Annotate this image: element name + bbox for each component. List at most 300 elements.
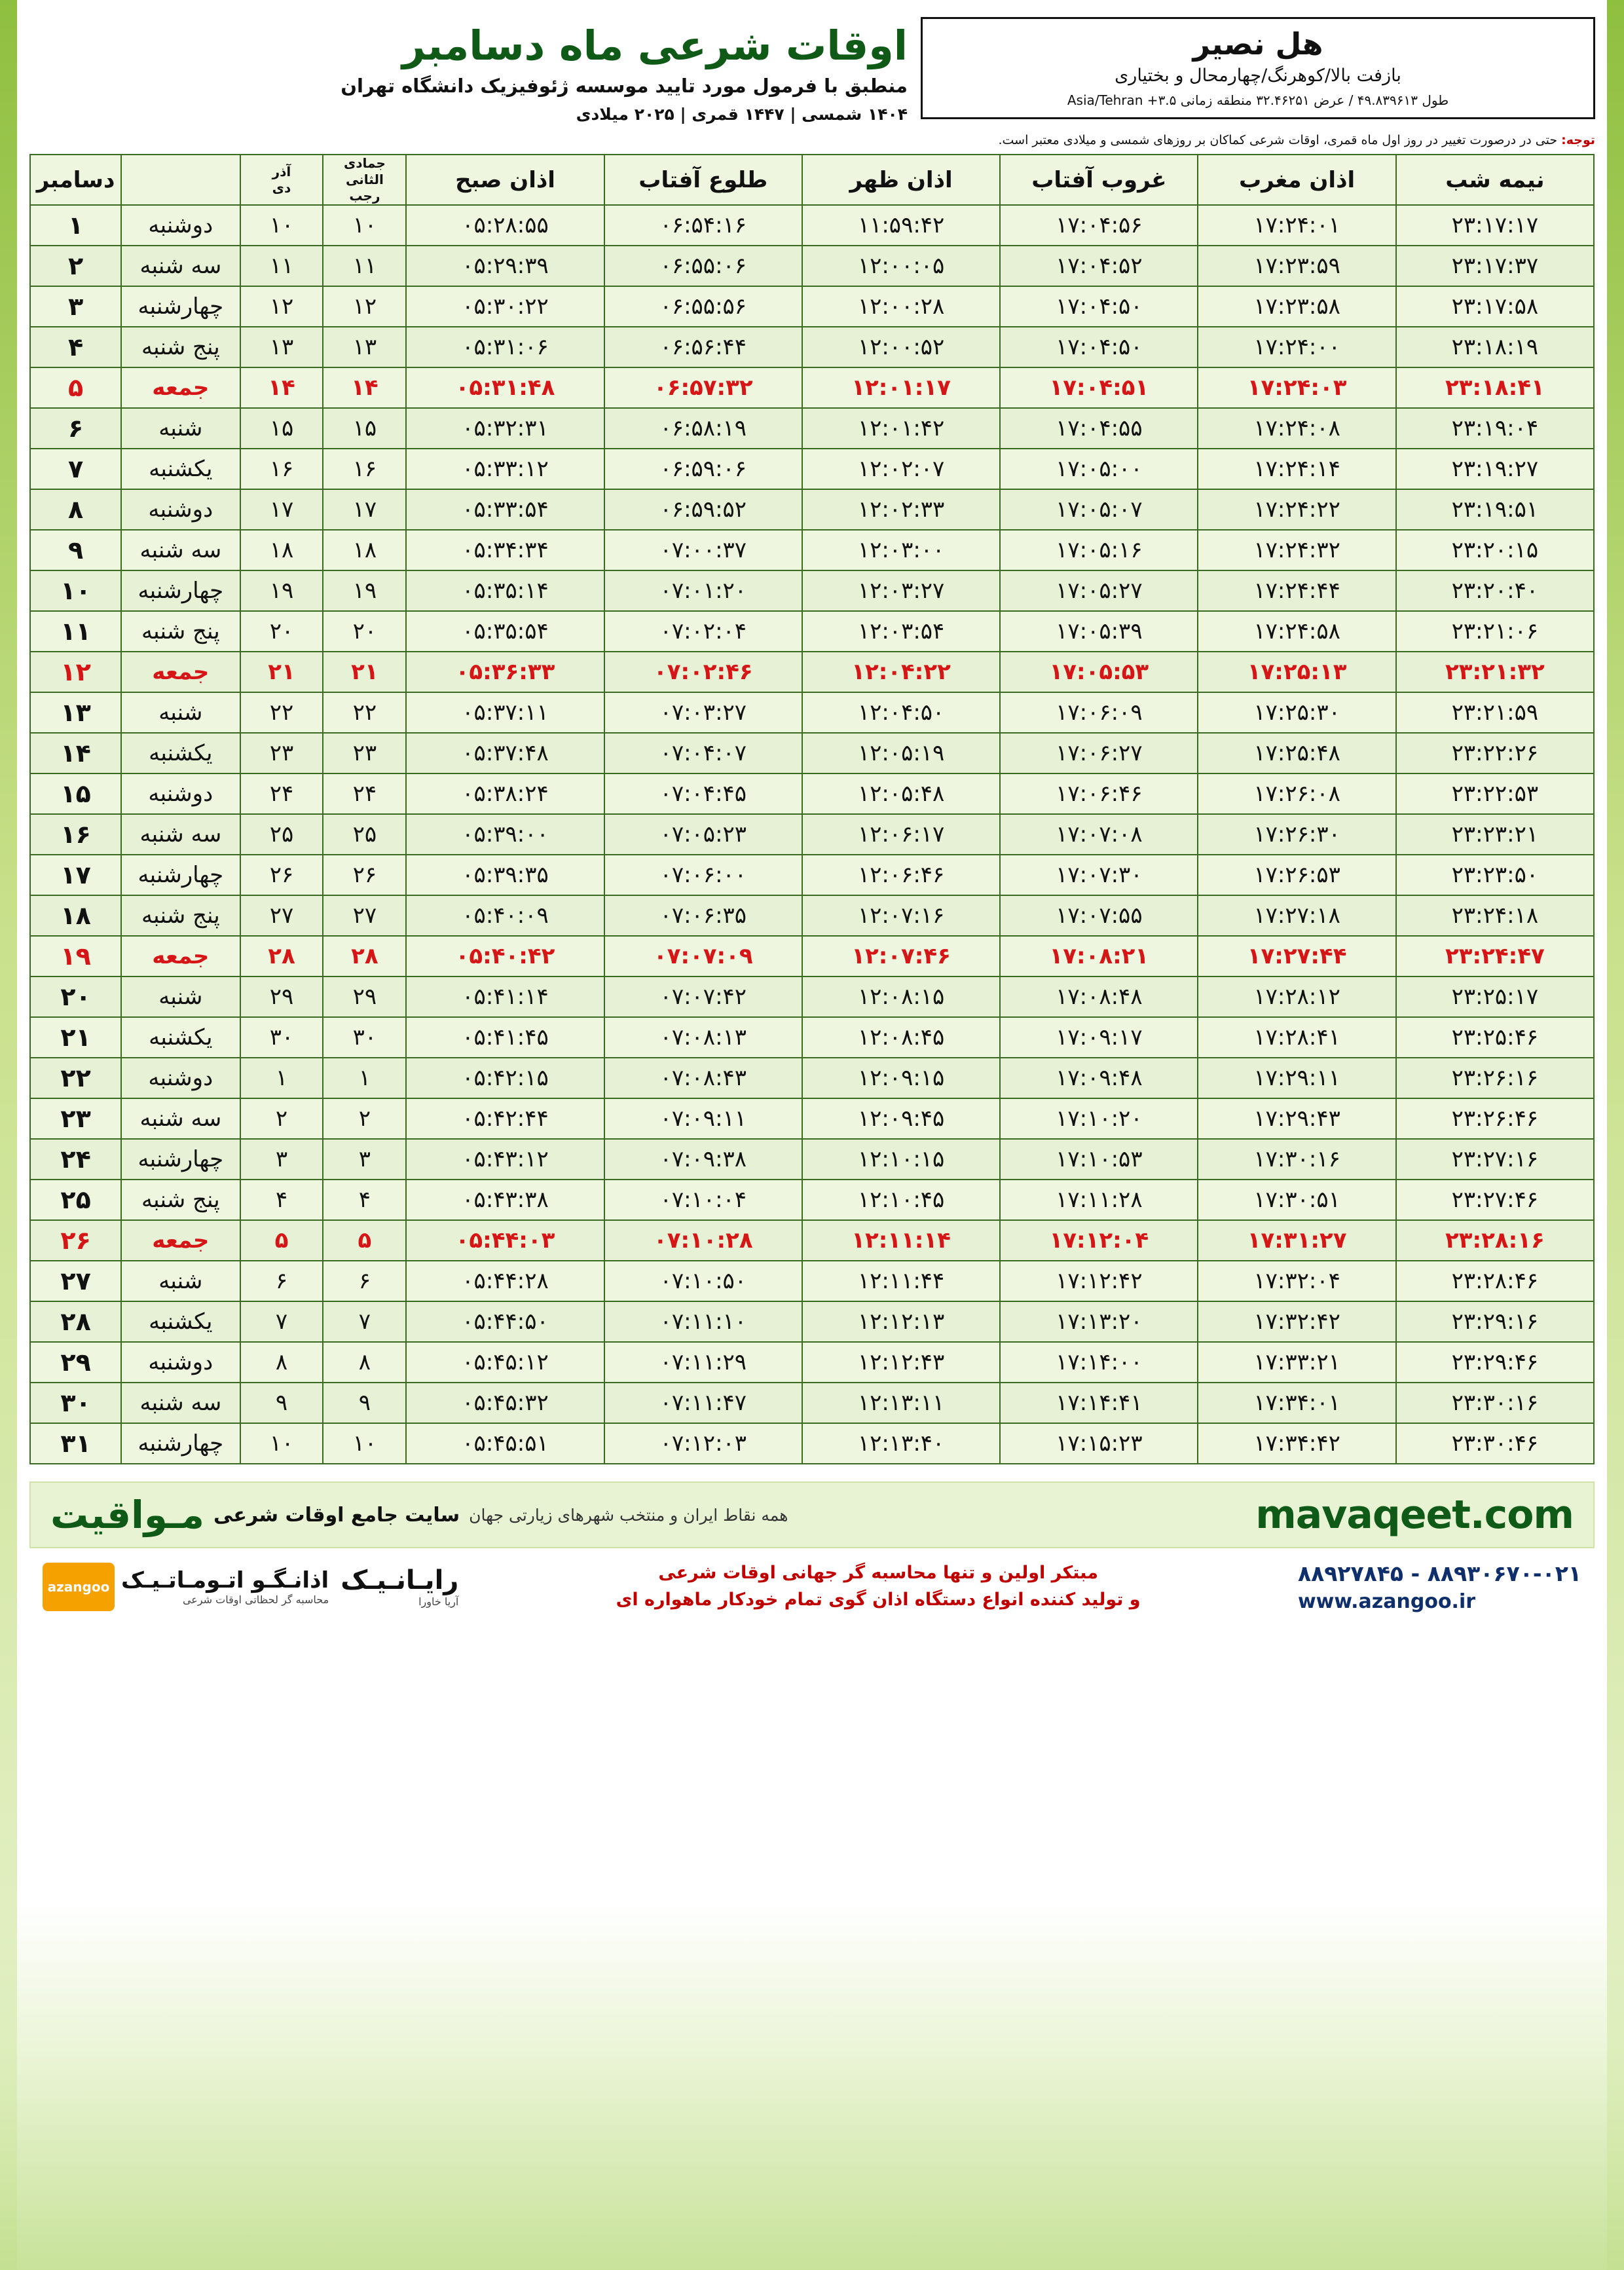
cell-sunset: ۱۷:۱۴:۰۰ — [1000, 1342, 1198, 1383]
cell-hijri: ۲۷ — [323, 895, 406, 936]
azangoo-name — [121, 1567, 329, 1606]
cell-sunrise: ۰۷:۰۸:۱۳ — [604, 1017, 802, 1058]
location-region: بازفت بالا/کوهرنگ/چهارمحال و بختیاری — [1115, 65, 1401, 86]
page-subtitle: منطبق با فرمول مورد تایید موسسه ژئوفیزیک دانشگاه تهران — [341, 75, 908, 98]
cell-zohr: ۱۲:۰۳:۵۴ — [802, 611, 1000, 652]
cell-day: ۷ — [30, 449, 121, 489]
cell-zohr: ۱۲:۰۳:۰۰ — [802, 530, 1000, 570]
cell-solar: ۲۷ — [240, 895, 323, 936]
cell-day: ۲۸ — [30, 1301, 121, 1342]
cell-weekday: دوشنبه — [121, 1058, 240, 1098]
cell-sunset: ۱۷:۰۶:۲۷ — [1000, 733, 1198, 773]
cell-sunrise: ۰۷:۰۰:۳۷ — [604, 530, 802, 570]
footer-brand-bar — [29, 1481, 1595, 1548]
col-header-sunset: غروب آفتاب — [1000, 155, 1198, 205]
cell-zohr: ۱۲:۱۱:۴۴ — [802, 1261, 1000, 1301]
cell-weekday: دوشنبه — [121, 1342, 240, 1383]
table-row — [30, 327, 1594, 367]
cell-day: ۲۲ — [30, 1058, 121, 1098]
cell-midnight: ۲۳:۲۹:۴۶ — [1396, 1342, 1594, 1383]
col-header-midnight: نیمه شب — [1396, 155, 1594, 205]
cell-fajr: ۰۵:۳۵:۱۴ — [406, 570, 604, 611]
azangoo-logo — [43, 1563, 329, 1611]
cell-sunrise: ۰۷:۰۷:۰۹ — [604, 936, 802, 977]
cell-solar: ۲۸ — [240, 936, 323, 977]
cell-hijri: ۲۳ — [323, 733, 406, 773]
cell-solar: ۱۶ — [240, 449, 323, 489]
cell-solar: ۱۰ — [240, 205, 323, 246]
cell-zohr: ۱۲:۰۴:۲۲ — [802, 652, 1000, 692]
cell-solar: ۲۱ — [240, 652, 323, 692]
cell-hijri: ۷ — [323, 1301, 406, 1342]
cell-day: ۴ — [30, 327, 121, 367]
table-header-row — [30, 155, 1594, 205]
cell-solar: ۲۹ — [240, 977, 323, 1017]
cell-maghrib: ۱۷:۲۵:۳۰ — [1198, 692, 1395, 733]
cell-midnight: ۲۳:۱۸:۱۹ — [1396, 327, 1594, 367]
cell-weekday: چهارشنبه — [121, 1139, 240, 1180]
cell-zohr: ۱۲:۰۴:۵۰ — [802, 692, 1000, 733]
cell-sunset: ۱۷:۰۵:۰۰ — [1000, 449, 1198, 489]
cell-midnight: ۲۳:۱۹:۰۴ — [1396, 408, 1594, 449]
cell-weekday: شنبه — [121, 977, 240, 1017]
table-row — [30, 814, 1594, 855]
cell-hijri: ۱۰ — [323, 205, 406, 246]
cell-zohr: ۱۲:۰۸:۱۵ — [802, 977, 1000, 1017]
cell-solar: ۶ — [240, 1261, 323, 1301]
cell-fajr: ۰۵:۴۰:۰۹ — [406, 895, 604, 936]
cell-day: ۳۱ — [30, 1423, 121, 1464]
cell-sunrise: ۰۷:۰۱:۲۰ — [604, 570, 802, 611]
cell-day: ۲۹ — [30, 1342, 121, 1383]
cell-weekday: سه شنبه — [121, 1383, 240, 1423]
table-row — [30, 408, 1594, 449]
cell-fajr: ۰۵:۴۴:۵۰ — [406, 1301, 604, 1342]
cell-maghrib: ۱۷:۲۶:۵۳ — [1198, 855, 1395, 895]
table-row — [30, 895, 1594, 936]
cell-zohr: ۱۲:۰۶:۱۷ — [802, 814, 1000, 855]
company-slogan — [616, 1560, 1141, 1613]
col-header-weekday — [121, 155, 240, 205]
table-row — [30, 773, 1594, 814]
cell-weekday: سه شنبه — [121, 530, 240, 570]
cell-hijri: ۶ — [323, 1261, 406, 1301]
cell-solar: ۱۸ — [240, 530, 323, 570]
cell-hijri: ۲۸ — [323, 936, 406, 977]
cell-sunset: ۱۷:۰۵:۰۷ — [1000, 489, 1198, 530]
cell-maghrib: ۱۷:۲۳:۵۹ — [1198, 246, 1395, 286]
cell-midnight: ۲۳:۲۴:۴۷ — [1396, 936, 1594, 977]
cell-weekday: دوشنبه — [121, 205, 240, 246]
cell-weekday: یکشنبه — [121, 733, 240, 773]
table-row — [30, 733, 1594, 773]
cell-sunrise: ۰۷:۰۶:۳۵ — [604, 895, 802, 936]
cell-solar: ۸ — [240, 1342, 323, 1383]
note-text: حتی در درصورت تغییر در روز اول ماه قمری، اوقات شرعی کماکان بر روزهای شمسی و میلادی معتبر است. — [998, 133, 1558, 148]
rayanik-logo — [341, 1565, 458, 1608]
cell-fajr: ۰۵:۳۹:۳۵ — [406, 855, 604, 895]
cell-weekday: چهارشنبه — [121, 570, 240, 611]
title-block — [29, 17, 908, 124]
note — [29, 133, 1595, 147]
cell-fajr: ۰۵:۴۲:۴۴ — [406, 1098, 604, 1139]
table-row — [30, 1261, 1594, 1301]
cell-hijri: ۹ — [323, 1383, 406, 1423]
slogan-line-2: و تولید کننده انواع دستگاه اذان گوی تمام خودکار ماهواره ای — [616, 1589, 1141, 1610]
location-box — [921, 17, 1595, 119]
table-row — [30, 449, 1594, 489]
table-row — [30, 692, 1594, 733]
cell-sunrise: ۰۶:۵۷:۳۲ — [604, 367, 802, 408]
cell-solar: ۹ — [240, 1383, 323, 1423]
cell-solar: ۵ — [240, 1220, 323, 1261]
cell-fajr: ۰۵:۲۹:۳۹ — [406, 246, 604, 286]
cell-maghrib: ۱۷:۲۴:۱۴ — [1198, 449, 1395, 489]
cell-midnight: ۲۳:۱۸:۴۱ — [1396, 367, 1594, 408]
cell-solar: ۱۳ — [240, 327, 323, 367]
page-title: اوقات شرعی ماه دسامبر — [402, 22, 908, 69]
location-coordinates: طول ۴۹.۸۳۹۶۱۳ / عرض ۳۲.۴۶۲۵۱ منطقه زمانی Asia/Tehran +۳.۵ — [1067, 92, 1449, 108]
cell-zohr: ۱۲:۱۰:۱۵ — [802, 1139, 1000, 1180]
table-row — [30, 1058, 1594, 1098]
cell-sunset: ۱۷:۰۵:۲۷ — [1000, 570, 1198, 611]
cell-maghrib: ۱۷:۲۵:۴۸ — [1198, 733, 1395, 773]
solar-month-top: آذر — [272, 163, 291, 179]
cell-maghrib: ۱۷:۳۰:۱۶ — [1198, 1139, 1395, 1180]
table-row — [30, 1139, 1594, 1180]
cell-midnight: ۲۳:۲۱:۵۹ — [1396, 692, 1594, 733]
contact-phone: ۸۸۹۲۷۸۴۵ - ۸۸۹۳۰۶۷۰-۰۲۱ — [1297, 1560, 1581, 1586]
table-row — [30, 1383, 1594, 1423]
cell-maghrib: ۱۷:۲۸:۱۲ — [1198, 977, 1395, 1017]
cell-maghrib: ۱۷:۳۴:۰۱ — [1198, 1383, 1395, 1423]
cell-midnight: ۲۳:۱۹:۵۱ — [1396, 489, 1594, 530]
cell-sunset: ۱۷:۱۲:۴۲ — [1000, 1261, 1198, 1301]
cell-midnight: ۲۳:۲۳:۲۱ — [1396, 814, 1594, 855]
cell-hijri: ۲۰ — [323, 611, 406, 652]
cell-hijri: ۱۴ — [323, 367, 406, 408]
cell-solar: ۱۵ — [240, 408, 323, 449]
cell-hijri: ۱۶ — [323, 449, 406, 489]
cell-hijri: ۱۱ — [323, 246, 406, 286]
cell-sunset: ۱۷:۰۵:۵۳ — [1000, 652, 1198, 692]
cell-hijri: ۲۴ — [323, 773, 406, 814]
cell-weekday: جمعه — [121, 936, 240, 977]
prayer-times-table — [29, 154, 1595, 1464]
cell-sunset: ۱۷:۰۴:۵۰ — [1000, 286, 1198, 327]
col-header-fajr: اذان صبح — [406, 155, 604, 205]
cell-zohr: ۱۲:۰۸:۴۵ — [802, 1017, 1000, 1058]
cell-sunrise: ۰۷:۰۴:۴۵ — [604, 773, 802, 814]
cell-sunset: ۱۷:۰۶:۴۶ — [1000, 773, 1198, 814]
cell-sunrise: ۰۷:۰۶:۰۰ — [604, 855, 802, 895]
cell-weekday: پنج شنبه — [121, 1180, 240, 1220]
cell-hijri: ۱۷ — [323, 489, 406, 530]
cell-zohr: ۱۲:۰۰:۰۵ — [802, 246, 1000, 286]
cell-fajr: ۰۵:۳۹:۰۰ — [406, 814, 604, 855]
cell-midnight: ۲۳:۲۵:۴۶ — [1396, 1017, 1594, 1058]
cell-day: ۲۳ — [30, 1098, 121, 1139]
contact-website[interactable]: www.azangoo.ir — [1297, 1590, 1476, 1613]
cell-weekday: پنج شنبه — [121, 895, 240, 936]
cell-solar: ۱۷ — [240, 489, 323, 530]
cell-zohr: ۱۲:۰۷:۱۶ — [802, 895, 1000, 936]
col-header-hijri — [323, 155, 406, 205]
cell-zohr: ۱۲:۰۲:۰۷ — [802, 449, 1000, 489]
cell-maghrib: ۱۷:۲۴:۰۳ — [1198, 367, 1395, 408]
cell-solar: ۳ — [240, 1139, 323, 1180]
cell-day: ۲۴ — [30, 1139, 121, 1180]
cell-fajr: ۰۵:۴۴:۲۸ — [406, 1261, 604, 1301]
table-row — [30, 611, 1594, 652]
cell-solar: ۱۴ — [240, 367, 323, 408]
cell-solar: ۲۲ — [240, 692, 323, 733]
cell-sunrise: ۰۶:۵۶:۴۴ — [604, 327, 802, 367]
cell-fajr: ۰۵:۳۷:۱۱ — [406, 692, 604, 733]
cell-hijri: ۱۳ — [323, 327, 406, 367]
cell-sunrise: ۰۷:۰۹:۳۸ — [604, 1139, 802, 1180]
cell-fajr: ۰۵:۳۱:۴۸ — [406, 367, 604, 408]
cell-sunset: ۱۷:۰۶:۰۹ — [1000, 692, 1198, 733]
cell-maghrib: ۱۷:۲۹:۱۱ — [1198, 1058, 1395, 1098]
table-row — [30, 1423, 1594, 1464]
hijri-month-bottom: رجب — [349, 188, 380, 204]
cell-weekday: شنبه — [121, 692, 240, 733]
cell-maghrib: ۱۷:۲۴:۰۱ — [1198, 205, 1395, 246]
cell-maghrib: ۱۷:۲۴:۵۸ — [1198, 611, 1395, 652]
cell-solar: ۳۰ — [240, 1017, 323, 1058]
cell-day: ۱۰ — [30, 570, 121, 611]
cell-sunrise: ۰۷:۰۲:۰۴ — [604, 611, 802, 652]
cell-weekday: شنبه — [121, 408, 240, 449]
cell-zohr: ۱۲:۰۱:۴۲ — [802, 408, 1000, 449]
cell-sunset: ۱۷:۰۹:۴۸ — [1000, 1058, 1198, 1098]
cell-hijri: ۳۰ — [323, 1017, 406, 1058]
cell-day: ۳۰ — [30, 1383, 121, 1423]
cell-hijri: ۵ — [323, 1220, 406, 1261]
site-url[interactable]: mavaqeet.com — [1255, 1492, 1574, 1538]
cell-midnight: ۲۳:۱۹:۲۷ — [1396, 449, 1594, 489]
contact-block — [1298, 1561, 1581, 1613]
cell-sunrise: ۰۷:۱۰:۰۴ — [604, 1180, 802, 1220]
brand-group — [50, 1493, 788, 1537]
table-row — [30, 1342, 1594, 1383]
cell-sunset: ۱۷:۱۲:۰۴ — [1000, 1220, 1198, 1261]
cell-fajr: ۰۵:۴۵:۵۱ — [406, 1423, 604, 1464]
cell-day: ۱۸ — [30, 895, 121, 936]
cell-sunrise: ۰۷:۱۱:۱۰ — [604, 1301, 802, 1342]
cell-sunrise: ۰۷:۰۴:۰۷ — [604, 733, 802, 773]
calendar-years: ۱۴۰۴ شمسی | ۱۴۴۷ قمری | ۲۰۲۵ میلادی — [576, 105, 908, 124]
cell-solar: ۲۰ — [240, 611, 323, 652]
cell-sunrise: ۰۷:۰۷:۴۲ — [604, 977, 802, 1017]
cell-zohr: ۱۲:۱۲:۴۳ — [802, 1342, 1000, 1383]
cell-hijri: ۲۲ — [323, 692, 406, 733]
cell-fajr: ۰۵:۳۲:۳۱ — [406, 408, 604, 449]
cell-sunrise: ۰۶:۵۹:۵۲ — [604, 489, 802, 530]
cell-day: ۲۵ — [30, 1180, 121, 1220]
cell-hijri: ۲۹ — [323, 977, 406, 1017]
cell-fajr: ۰۵:۴۰:۴۲ — [406, 936, 604, 977]
cell-maghrib: ۱۷:۲۴:۳۲ — [1198, 530, 1395, 570]
cell-sunrise: ۰۷:۱۰:۲۸ — [604, 1220, 802, 1261]
cell-sunset: ۱۷:۰۸:۲۱ — [1000, 936, 1198, 977]
cell-zohr: ۱۲:۱۰:۴۵ — [802, 1180, 1000, 1220]
cell-day: ۸ — [30, 489, 121, 530]
cell-weekday: چهارشنبه — [121, 1423, 240, 1464]
cell-midnight: ۲۳:۱۷:۵۸ — [1396, 286, 1594, 327]
cell-fajr: ۰۵:۳۳:۵۴ — [406, 489, 604, 530]
cell-fajr: ۰۵:۳۷:۴۸ — [406, 733, 604, 773]
cell-midnight: ۲۳:۲۶:۴۶ — [1396, 1098, 1594, 1139]
cell-sunset: ۱۷:۰۵:۱۶ — [1000, 530, 1198, 570]
cell-day: ۱۳ — [30, 692, 121, 733]
cell-zohr: ۱۲:۱۳:۱۱ — [802, 1383, 1000, 1423]
cell-fajr: ۰۵:۴۲:۱۵ — [406, 1058, 604, 1098]
cell-day: ۱۲ — [30, 652, 121, 692]
table-row — [30, 367, 1594, 408]
cell-maghrib: ۱۷:۲۵:۱۳ — [1198, 652, 1395, 692]
cell-solar: ۲۴ — [240, 773, 323, 814]
cell-sunrise: ۰۷:۰۵:۲۳ — [604, 814, 802, 855]
cell-zohr: ۱۲:۰۹:۱۵ — [802, 1058, 1000, 1098]
cell-day: ۱۹ — [30, 936, 121, 977]
cell-zohr: ۱۲:۰۱:۱۷ — [802, 367, 1000, 408]
cell-midnight: ۲۳:۲۱:۳۲ — [1396, 652, 1594, 692]
cell-midnight: ۲۳:۱۷:۱۷ — [1396, 205, 1594, 246]
cell-midnight: ۲۳:۳۰:۴۶ — [1396, 1423, 1594, 1464]
table-row — [30, 652, 1594, 692]
cell-maghrib: ۱۷:۳۳:۲۱ — [1198, 1342, 1395, 1383]
cell-zohr: ۱۲:۰۹:۴۵ — [802, 1098, 1000, 1139]
cell-solar: ۲۵ — [240, 814, 323, 855]
cell-maghrib: ۱۷:۲۸:۴۱ — [1198, 1017, 1395, 1058]
cell-maghrib: ۱۷:۲۴:۰۰ — [1198, 327, 1395, 367]
cell-weekday: سه شنبه — [121, 814, 240, 855]
azangoo-title: اذانـگـو اتـومـاتـیـک — [121, 1567, 329, 1594]
cell-hijri: ۱ — [323, 1058, 406, 1098]
cell-sunset: ۱۷:۰۴:۵۱ — [1000, 367, 1198, 408]
cell-midnight: ۲۳:۲۱:۰۶ — [1396, 611, 1594, 652]
cell-sunset: ۱۷:۰۹:۱۷ — [1000, 1017, 1198, 1058]
cell-maghrib: ۱۷:۳۴:۴۲ — [1198, 1423, 1395, 1464]
cell-hijri: ۱۸ — [323, 530, 406, 570]
cell-fajr: ۰۵:۳۳:۱۲ — [406, 449, 604, 489]
table-row — [30, 205, 1594, 246]
cell-day: ۲۱ — [30, 1017, 121, 1058]
cell-day: ۱۱ — [30, 611, 121, 652]
cell-day: ۱۵ — [30, 773, 121, 814]
table-row — [30, 1220, 1594, 1261]
cell-weekday: یکشنبه — [121, 449, 240, 489]
cell-solar: ۱۲ — [240, 286, 323, 327]
cell-midnight: ۲۳:۲۸:۴۶ — [1396, 1261, 1594, 1301]
cell-maghrib: ۱۷:۲۳:۵۸ — [1198, 286, 1395, 327]
cell-weekday: جمعه — [121, 367, 240, 408]
cell-midnight: ۲۳:۲۲:۵۳ — [1396, 773, 1594, 814]
cell-fajr: ۰۵:۳۴:۳۴ — [406, 530, 604, 570]
cell-fajr: ۰۵:۴۱:۴۵ — [406, 1017, 604, 1058]
table-row — [30, 1180, 1594, 1220]
cell-sunset: ۱۷:۰۷:۳۰ — [1000, 855, 1198, 895]
cell-zohr: ۱۲:۰۶:۴۶ — [802, 855, 1000, 895]
header — [22, 0, 1602, 124]
cell-midnight: ۲۳:۲۴:۱۸ — [1396, 895, 1594, 936]
cell-solar: ۴ — [240, 1180, 323, 1220]
footer-bottom — [29, 1560, 1595, 1613]
cell-sunrise: ۰۶:۵۵:۰۶ — [604, 246, 802, 286]
cell-zohr: ۱۲:۱۳:۴۰ — [802, 1423, 1000, 1464]
cell-fajr: ۰۵:۴۳:۳۸ — [406, 1180, 604, 1220]
azangoo-badge-icon: azangoo — [43, 1563, 115, 1611]
note-label: توجه: — [1561, 133, 1595, 148]
cell-weekday: دوشنبه — [121, 489, 240, 530]
cell-weekday: دوشنبه — [121, 773, 240, 814]
cell-sunrise: ۰۶:۵۸:۱۹ — [604, 408, 802, 449]
cell-solar: ۲ — [240, 1098, 323, 1139]
cell-weekday: یکشنبه — [121, 1301, 240, 1342]
cell-sunset: ۱۷:۰۵:۳۹ — [1000, 611, 1198, 652]
col-header-maghrib: اذان مغرب — [1198, 155, 1395, 205]
table-row — [30, 530, 1594, 570]
cell-sunrise: ۰۷:۱۱:۴۷ — [604, 1383, 802, 1423]
azangoo-sub: محاسبه گر لحظاتی اوقات شرعی — [182, 1593, 329, 1607]
cell-fajr: ۰۵:۴۵:۱۲ — [406, 1342, 604, 1383]
cell-midnight: ۲۳:۲۷:۱۶ — [1396, 1139, 1594, 1180]
cell-midnight: ۲۳:۱۷:۳۷ — [1396, 246, 1594, 286]
cell-sunrise: ۰۶:۵۵:۵۶ — [604, 286, 802, 327]
cell-weekday: چهارشنبه — [121, 855, 240, 895]
cell-zohr: ۱۲:۱۲:۱۳ — [802, 1301, 1000, 1342]
table-row — [30, 1017, 1594, 1058]
cell-weekday: شنبه — [121, 1261, 240, 1301]
brand-description: همه نقاط ایران و منتخب شهرهای زیارتی جهان — [469, 1505, 788, 1525]
table-row — [30, 855, 1594, 895]
cell-sunset: ۱۷:۰۴:۵۲ — [1000, 246, 1198, 286]
cell-day: ۱ — [30, 205, 121, 246]
cell-midnight: ۲۳:۲۵:۱۷ — [1396, 977, 1594, 1017]
cell-maghrib: ۱۷:۳۱:۲۷ — [1198, 1220, 1395, 1261]
cell-day: ۲۷ — [30, 1261, 121, 1301]
cell-fajr: ۰۵:۴۴:۰۳ — [406, 1220, 604, 1261]
cell-zohr: ۱۲:۰۰:۵۲ — [802, 327, 1000, 367]
cell-day: ۱۴ — [30, 733, 121, 773]
col-header-gregorian-day: دسامبر — [30, 155, 121, 205]
cell-solar: ۷ — [240, 1301, 323, 1342]
cell-hijri: ۱۲ — [323, 286, 406, 327]
cell-solar: ۱۰ — [240, 1423, 323, 1464]
cell-hijri: ۲۶ — [323, 855, 406, 895]
cell-sunset: ۱۷:۱۰:۵۳ — [1000, 1139, 1198, 1180]
cell-sunrise: ۰۷:۱۲:۰۳ — [604, 1423, 802, 1464]
slogan-line-1: مبتکر اولین و تنها محاسبه گر جهانی اوقات شرعی — [658, 1563, 1098, 1584]
cell-fajr: ۰۵:۴۱:۱۴ — [406, 977, 604, 1017]
cell-sunrise: ۰۷:۰۲:۴۶ — [604, 652, 802, 692]
cell-weekday: سه شنبه — [121, 246, 240, 286]
rayanik-name: رایـانـیـک — [341, 1565, 459, 1596]
cell-maghrib: ۱۷:۲۹:۴۳ — [1198, 1098, 1395, 1139]
cell-midnight: ۲۳:۳۰:۱۶ — [1396, 1383, 1594, 1423]
location-name: هل نصیر — [1192, 26, 1323, 62]
cell-midnight: ۲۳:۲۸:۱۶ — [1396, 1220, 1594, 1261]
cell-zohr: ۱۲:۰۰:۲۸ — [802, 286, 1000, 327]
cell-zohr: ۱۲:۰۵:۴۸ — [802, 773, 1000, 814]
col-header-solar — [240, 155, 323, 205]
cell-solar: ۲۶ — [240, 855, 323, 895]
cell-sunrise: ۰۷:۰۳:۲۷ — [604, 692, 802, 733]
cell-midnight: ۲۳:۲۲:۲۶ — [1396, 733, 1594, 773]
cell-weekday: پنج شنبه — [121, 327, 240, 367]
